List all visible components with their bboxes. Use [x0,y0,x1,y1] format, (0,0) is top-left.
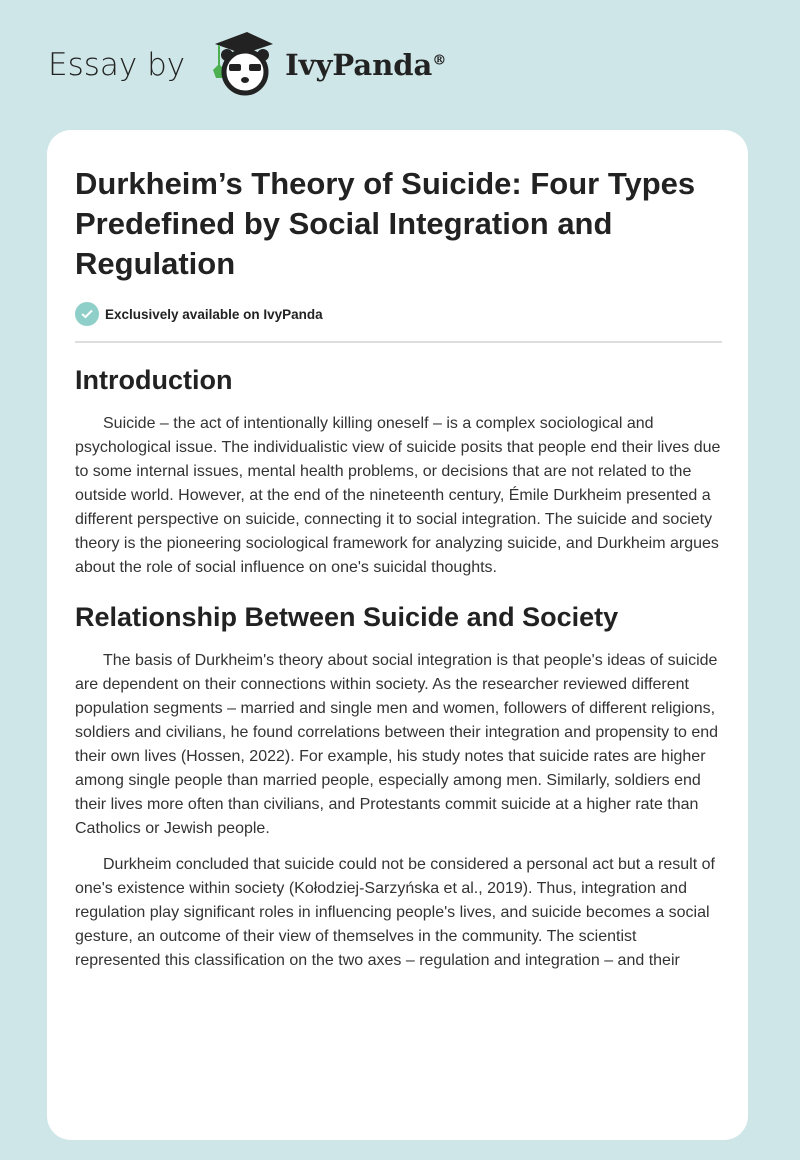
brand-name-text: IvyPanda [285,48,433,82]
exclusive-badge [75,302,722,326]
paragraph: The basis of Durkheim's theory about social integration is that people's ideas of suicide are dependent on their connections within society. As the researcher reviewed different population segments – married and single men and women, followers of different religions, soldiers and civilians, he found correlations between their integration and propensity to end their own lives (Hossen, 2022). For example, his study notes that suicide rates are higher among single people than married people, especially among men. Similarly, soldiers end their lives more often than civilians, and Protestants commit suicide at a higher rate than Catholics or Jewish people. [75,652,719,837]
page-title: Durkheim’s Theory of Suicide: Four Types Predefined by Social Integration and Regulation [75,166,696,281]
registered-mark: ® [432,52,447,69]
panda-logo-icon[interactable] [207,28,275,103]
section-heading: Relationship Between Suicide and Society [75,602,619,632]
paragraph: Suicide – the act of intentionally killing oneself – is a complex sociological and psychological issue. The individualistic view of suicide posits that people end their lives due to some internal issues, mental health problems, or decisions that are not related to the outside world. However, at the end of the nineteenth century, Émile Durkheim presented a different perspective on suicide, connecting it to social integration. The suicide and society theory is the pioneering sociological framework for analyzing suicide, and Durkheim argues about the role of social influence on one's suicidal thoughts. [75,415,721,576]
badge-text: Exclusively available on IvyPanda [105,306,323,322]
section-heading: Introduction [75,365,233,395]
paragraph: Durkheim concluded that suicide could not be considered a personal act but a result of one's existence within society (Kołodziej-Sarzyńska et al., 2019). Thus, integration and regulation play significant roles in influencing people's lives, and suicide becomes a social gesture, an outcome of their view of themselves in the community. The scientist represented this classification on the two axes – regulation and integration – and their [75,856,715,969]
brand-header [48,30,446,100]
essay-by-label: Essay by [48,47,186,83]
check-icon [75,302,99,326]
divider [75,341,722,343]
essay-card [47,130,748,1140]
brand-name[interactable] [285,48,446,82]
